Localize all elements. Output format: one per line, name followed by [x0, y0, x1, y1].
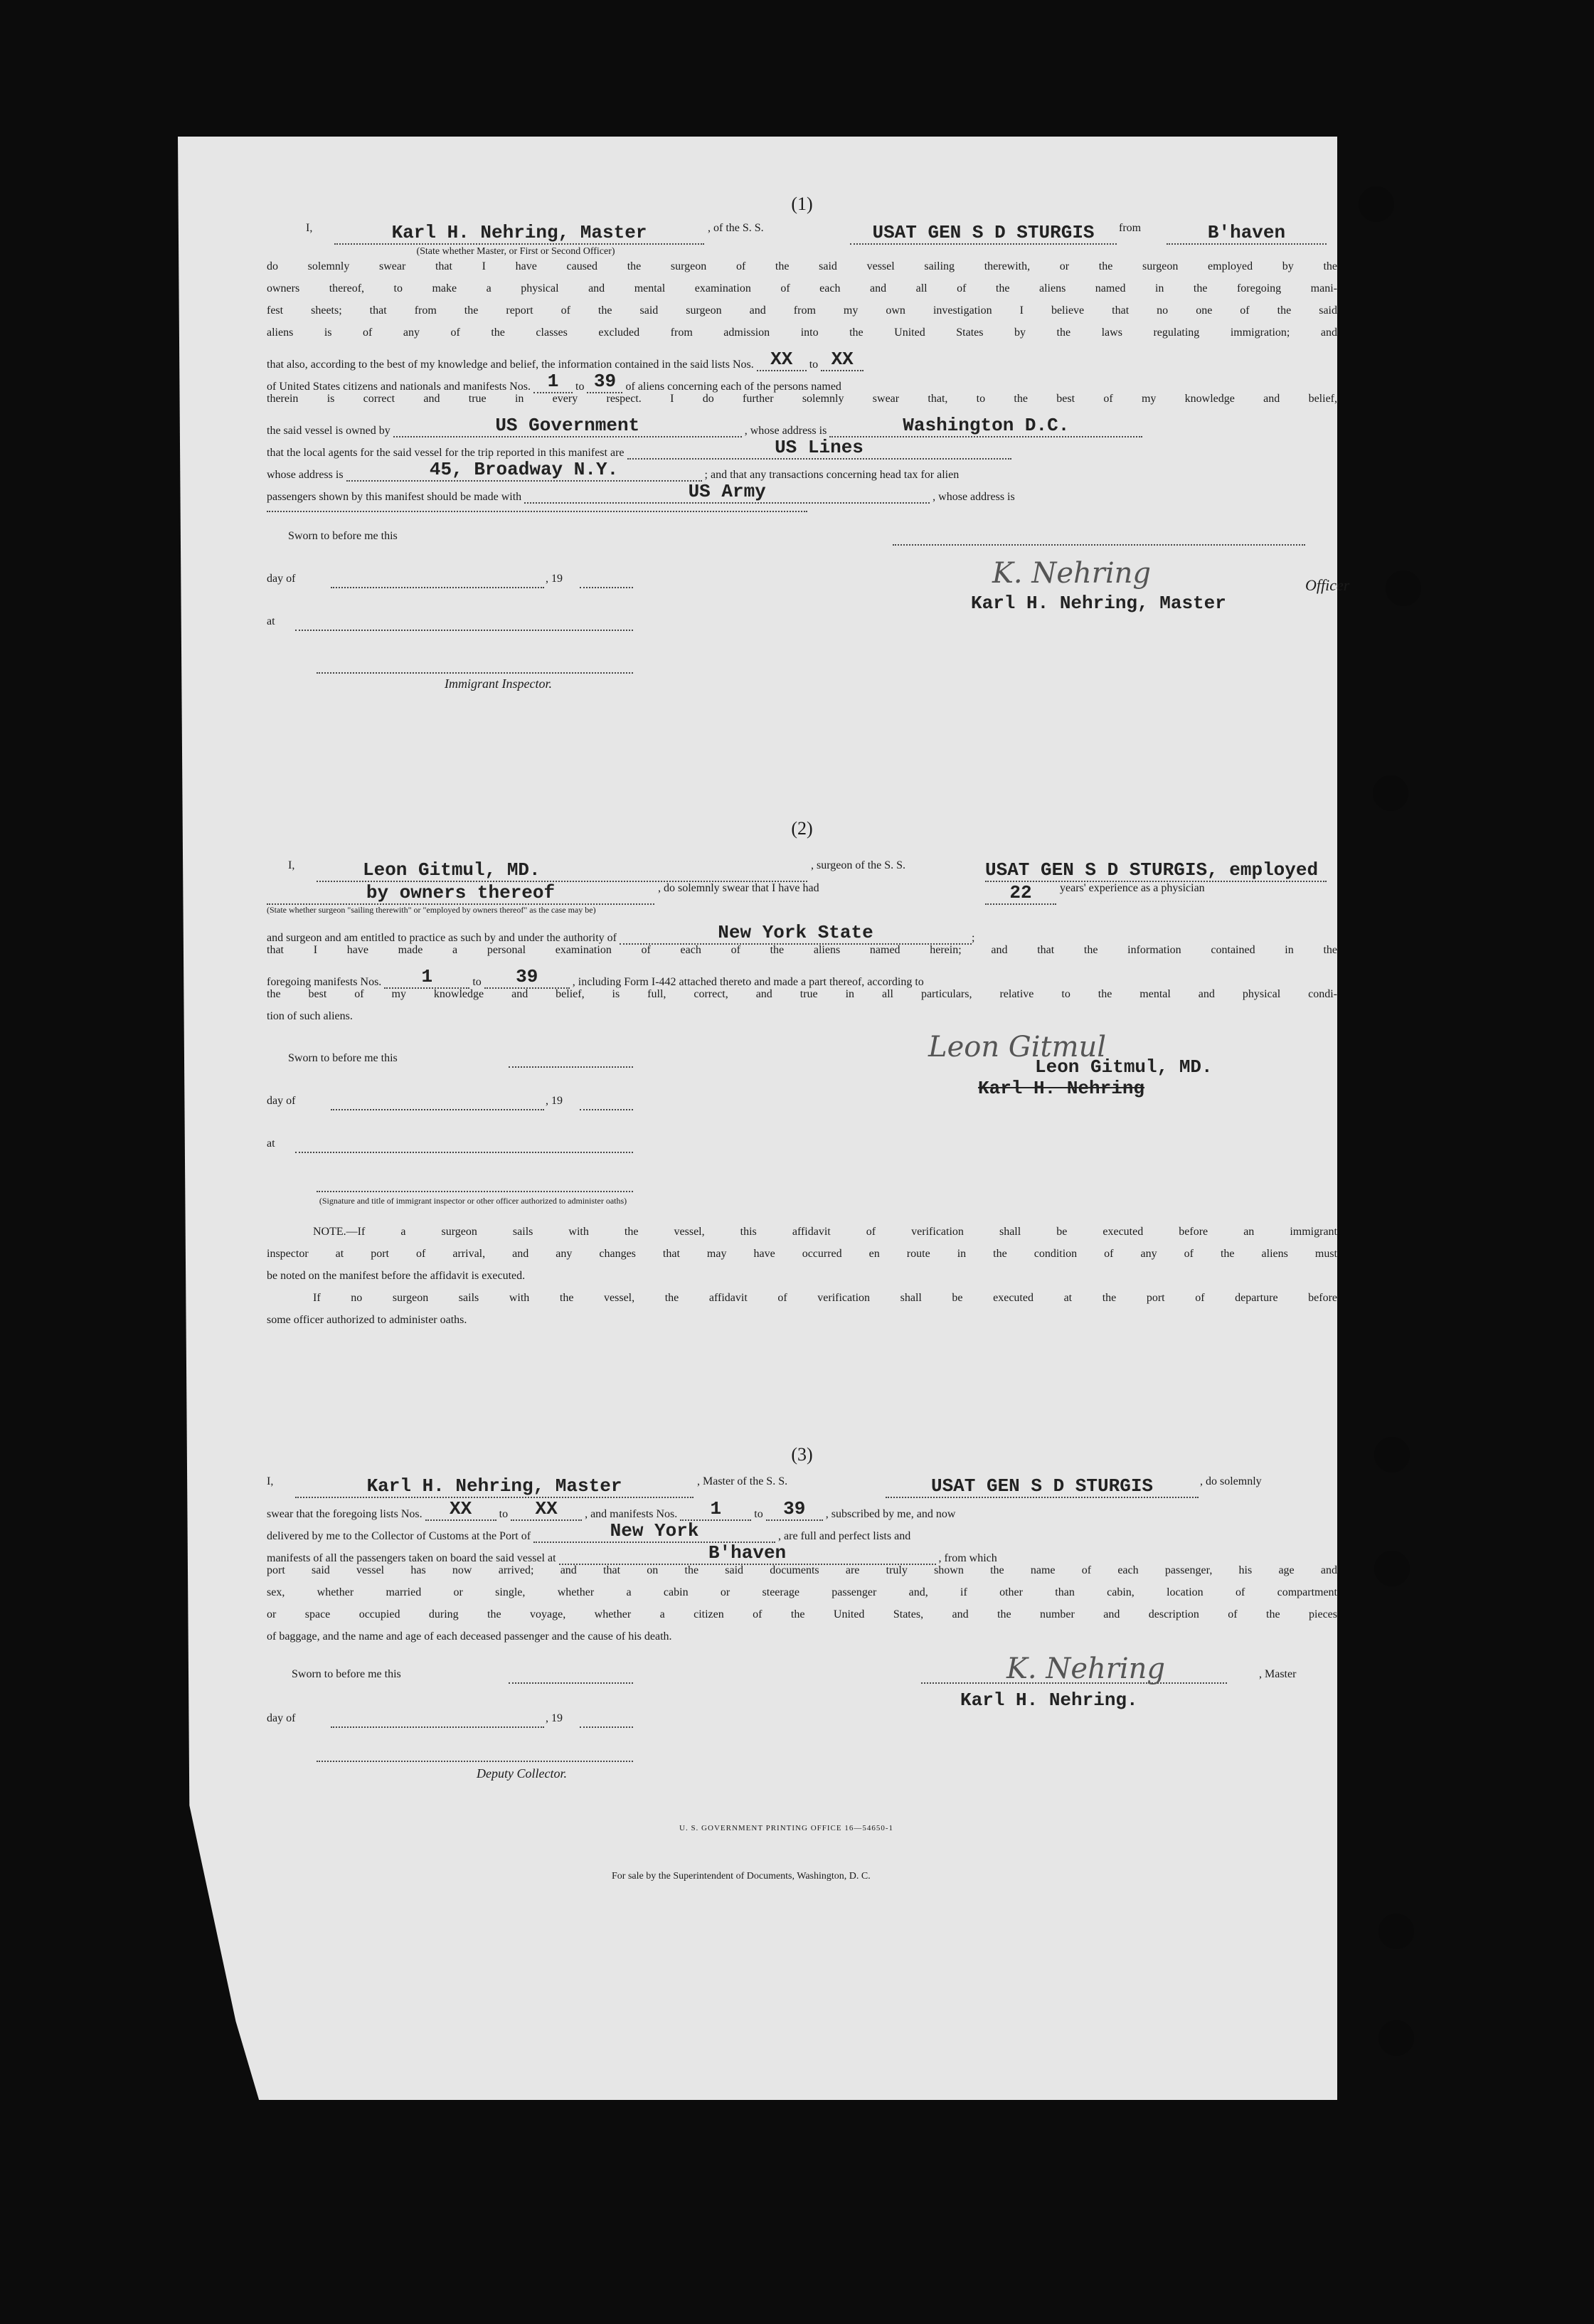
lists-to-field [821, 349, 864, 371]
officer-label: Officer [1305, 576, 1350, 594]
agents-value: US Lines [775, 437, 864, 458]
label-i: I, [306, 222, 313, 234]
ship-value: USAT GEN S D STURGIS [872, 222, 1095, 243]
day-of-label: day of [267, 1095, 296, 1107]
surgeon-name-value: Leon Gitmul, MD. [363, 859, 541, 881]
lists-line [267, 349, 1337, 371]
manifests-line [267, 966, 1337, 988]
port-of-label: delivered by me to the Collector of Customs at the Port of [267, 1530, 531, 1542]
lists-line [267, 1498, 1337, 1520]
sale-notice: For sale by the Superintendent of Documents, Washington, D. C. [612, 1871, 871, 1882]
manifests-from-field [680, 1498, 751, 1521]
body-line: port said vessel has now arrived; and that on the said documents are truly shown the name of each passenger, his age and [267, 1564, 1337, 1576]
day-of-label: day of [267, 1712, 296, 1724]
note-text: If no surgeon sails with the vessel, the affidavit of verification shall be executed at the port of departure before [313, 1292, 1337, 1304]
master-of-label: , Master of the S. S. [697, 1475, 788, 1487]
body-line: owners thereof, to make a physical and mental examination of each and all of the aliens named in the foregoing mani- [267, 282, 1337, 295]
day-of-label: day of [267, 573, 296, 585]
port-value: B'haven [1207, 222, 1286, 243]
body-line: fest sheets; that from the report of the said surgeon and from my own investigation I believe that no one of the said [267, 304, 1337, 317]
note-line [267, 1292, 1337, 1314]
body-line: aliens is of any of the classes excluded from admission into the United States by the laws regulating immigration; and [267, 327, 1337, 339]
port-of-value: New York [610, 1520, 699, 1542]
master-signed-name: Karl H. Nehring. [960, 1689, 1138, 1711]
gpo-imprint: U. S. GOVERNMENT PRINTING OFFICE 16—54650-1 [679, 1824, 894, 1832]
master-signed-name: Karl H. Nehring, Master [971, 593, 1226, 614]
binder-hole [1374, 1437, 1410, 1473]
year-rule [580, 1109, 633, 1110]
agent-address-label: whose address is [267, 469, 344, 481]
manifests-to-value: 39 [516, 966, 538, 987]
employment-value: by owners thereof [366, 882, 556, 903]
master-name-value: Karl H. Nehring, Master [366, 1475, 622, 1497]
body-line: or space occupied during the voyage, whether a citizen of the United States, and the number and description of the pieces [267, 1608, 1337, 1620]
lists-from-field [757, 349, 807, 371]
binder-hole [1378, 1914, 1414, 1949]
manifests-from-value: 1 [710, 1498, 722, 1519]
to-label: to [754, 1508, 763, 1520]
binder-hole [1378, 2020, 1414, 2056]
surgeon-signature: Leon Gitmul [928, 1031, 1107, 1063]
manifests-from-value: 1 [547, 371, 559, 392]
note-line [267, 1226, 1337, 1248]
section-number: (1) [791, 193, 813, 214]
body-line: the best of my knowledge and belief, is full, correct, and true in all particulars, relative to the mental and physical condi- [267, 988, 1337, 1000]
manifests-to-field [484, 966, 570, 989]
port-from-label: manifests of all the passengers taken on board the said vessel at [267, 1552, 556, 1564]
master-name-field [295, 1475, 694, 1498]
port-from-field [559, 1542, 936, 1565]
note-line: inspector at port of arrival, and any changes that may have occurred en route in the condition of any of the aliens must [267, 1248, 1337, 1260]
oath-officer-rule [317, 1191, 633, 1192]
struck-name: Karl H. Nehring [978, 1078, 1145, 1099]
authority-line: and surgeon and am entitled to practice as such by and under the authority of New York State ; [267, 922, 975, 944]
body-line: of baggage, and the name and age of each deceased passenger and the cause of his death. [267, 1630, 672, 1643]
employment-field [267, 882, 654, 905]
lists-from-field [425, 1498, 496, 1521]
lists-to-value: XX [831, 349, 854, 370]
to-label: to [809, 359, 819, 371]
manifests-text-end: , including Form I-442 attached thereto and made a part thereof, according to [572, 976, 924, 988]
agents-field [627, 437, 1011, 460]
lists-from-value: XX [450, 1498, 472, 1519]
manifests-to-field [766, 1498, 823, 1521]
employment-line [267, 882, 1337, 905]
headtax-address-label: , whose address is [933, 491, 1015, 503]
section-number: (2) [791, 818, 813, 839]
port-of-field [533, 1520, 775, 1543]
note-line: some officer authorized to administer oaths. [267, 1314, 467, 1326]
master-name-field [334, 222, 704, 245]
note-line: be noted on the manifest before the affidavit is executed. [267, 1270, 526, 1282]
agents-label: that the local agents for the said vessel for the trip reported in this manifest are [267, 447, 625, 459]
master-signature: K. Nehring [992, 557, 1152, 590]
day-rule [331, 587, 544, 588]
binder-hole [1373, 775, 1408, 811]
port-from-line [267, 1542, 1337, 1564]
manifests-to-value: 39 [593, 371, 617, 392]
manifests-from-field [533, 371, 573, 393]
port-from-value: B'haven [708, 1542, 787, 1564]
ship-field [886, 1475, 1199, 1498]
surgeon-of-label: , surgeon of the S. S. [811, 859, 906, 871]
master-line [267, 1475, 1337, 1498]
owner-line [267, 415, 1337, 437]
full-lists-text: , are full and perfect lists and [778, 1530, 911, 1542]
year-rule [580, 587, 633, 588]
officer-signature-line [893, 544, 1305, 546]
from-label: from [1119, 222, 1142, 234]
ship-field [850, 222, 1117, 245]
headtax-label: passengers shown by this manifest should be made with [267, 491, 522, 503]
at-label: at [267, 1137, 275, 1150]
oath-officer-caption: (Signature and title of immigrant inspector or other officer authorized to administer oaths) [319, 1196, 627, 1206]
agent-address-field [346, 459, 702, 482]
sworn-rule [509, 1066, 633, 1068]
lists-text: that also, according to the best of my knowledge and belief, the information contained in the said lists Nos. [267, 359, 754, 371]
year-label: , 19 [546, 1712, 563, 1724]
port-of-line [267, 1520, 1337, 1542]
headtax-field [524, 481, 930, 504]
label-i: I, [288, 859, 295, 871]
surgeon-name-field [317, 859, 807, 882]
manifests-to-field [587, 371, 622, 393]
manifests-line [267, 371, 1337, 393]
to-label: to [472, 976, 482, 988]
experience-label: years' experience as a physician [1060, 882, 1205, 894]
owner-address-label: , whose address is [744, 425, 827, 437]
body-line: tion of such aliens. [267, 1010, 353, 1022]
years-value: 22 [1009, 882, 1032, 903]
owner-address-value: Washington D.C. [903, 415, 1070, 436]
year-rule [580, 1726, 633, 1728]
collector-label: Deputy Collector. [477, 1766, 567, 1781]
lists-to-field [511, 1498, 582, 1521]
note-text: NOTE.—If a surgeon sails with the vessel, this affidavit of verification shall be executed before an immigrant [313, 1226, 1337, 1238]
to-label: to [499, 1508, 509, 1520]
day-rule [331, 1109, 544, 1110]
owner-label: the said vessel is owned by [267, 425, 390, 437]
label-i: I, [267, 1475, 274, 1487]
authority-field [620, 922, 972, 945]
master-name-value: Karl H. Nehring, Master [391, 222, 647, 243]
agent-address-value: 45, Broadway N.Y. [429, 459, 619, 480]
manifests-label: foregoing manifests Nos. [267, 976, 382, 988]
to-label: to [575, 381, 585, 393]
body-line: sex, whether married or single, whether a cabin or steerage passenger and, if other than cabin, location of compartment [267, 1586, 1337, 1598]
headtax-text: ; and that any transactions concerning head tax for alien [704, 469, 960, 481]
authority-label: and surgeon and am entitled to practice as such by and under the authority of [267, 932, 617, 944]
of-ship-label: , of the S. S. [708, 222, 764, 234]
sworn-label: Sworn to before me this [292, 1668, 401, 1680]
owner-value: US Government [495, 415, 640, 436]
from-which-text: , from which [938, 1552, 997, 1564]
port-field [1167, 222, 1327, 245]
section-number: (3) [791, 1444, 813, 1465]
lists-label: swear that the foregoing lists Nos. [267, 1508, 423, 1520]
binder-hole [1374, 1551, 1410, 1586]
ship-field [985, 859, 1327, 882]
agents-line [267, 437, 1337, 459]
sworn-label: Sworn to before me this [288, 1052, 398, 1064]
subscribed-text: , subscribed by me, and now [825, 1508, 956, 1520]
manifests-from-value: 1 [421, 966, 433, 987]
manifests-from-field [384, 966, 469, 989]
headtax-address-rule [267, 511, 807, 512]
year-label: , 19 [546, 1095, 563, 1107]
inspector-rule [317, 672, 633, 674]
affidavit-delivery-section [267, 1444, 1337, 1810]
headtax-value: US Army [688, 481, 766, 502]
ship-value: USAT GEN S D STURGIS [930, 1475, 1154, 1497]
surgeon-line [267, 859, 1337, 882]
body-line: that I have made a personal examination of each of the aliens named herein; and that the information contained in the [267, 944, 1337, 956]
at-label: at [267, 615, 275, 627]
employment-caption: (State whether surgeon "sailing therewith" or "employed by owners thereof" as the case may be) [267, 905, 596, 915]
manifests-text-end: of aliens concerning each of the persons named [625, 381, 841, 393]
authority-value: New York State [718, 922, 873, 943]
surgeon-signed-name: Leon Gitmul, MD. [1035, 1056, 1213, 1078]
master-label: , Master [1259, 1668, 1297, 1680]
at-rule [295, 1152, 633, 1153]
years-field [985, 882, 1056, 905]
affidavit-master-section [267, 193, 1350, 715]
headtax-line [267, 481, 1337, 503]
binder-hole [1359, 186, 1394, 222]
collector-rule [317, 1761, 633, 1762]
agent-address-line [267, 459, 1337, 481]
ship-value: USAT GEN S D STURGIS, employed [985, 859, 1319, 881]
swear-label: , do solemnly swear that I have had [658, 882, 819, 894]
master-line [267, 222, 1337, 246]
lists-from-value: XX [770, 349, 793, 370]
day-rule [331, 1726, 544, 1728]
sworn-rule [509, 1682, 633, 1684]
sworn-label: Sworn to before me this [288, 530, 398, 542]
year-label: , 19 [546, 573, 563, 585]
owner-field [393, 415, 742, 437]
inspector-label: Immigrant Inspector. [445, 676, 552, 691]
lists-to-value: XX [535, 1498, 558, 1519]
manifests-to-value: 39 [783, 1498, 806, 1519]
owner-address-field [829, 415, 1142, 437]
master-caption: (State whether Master, or First or Second Officer) [416, 246, 615, 257]
at-rule [295, 630, 633, 631]
affidavit-surgeon-section [267, 818, 1337, 1336]
manifests-text: of United States citizens and nationals and manifests Nos. [267, 381, 531, 393]
body-line: do solemnly swear that I have caused the surgeon of the said vessel sailing therewith, or the surgeon employed by the [267, 260, 1337, 272]
body-line: therein is correct and true in every respect. I do further solemnly swear that, to the best of my knowledge and belief, [267, 393, 1337, 405]
manifests-label: , and manifests Nos. [585, 1508, 678, 1520]
master-signature: K. Nehring [1006, 1652, 1166, 1685]
binder-hole [1386, 571, 1421, 606]
solemnly-label: , do solemnly [1200, 1475, 1262, 1487]
